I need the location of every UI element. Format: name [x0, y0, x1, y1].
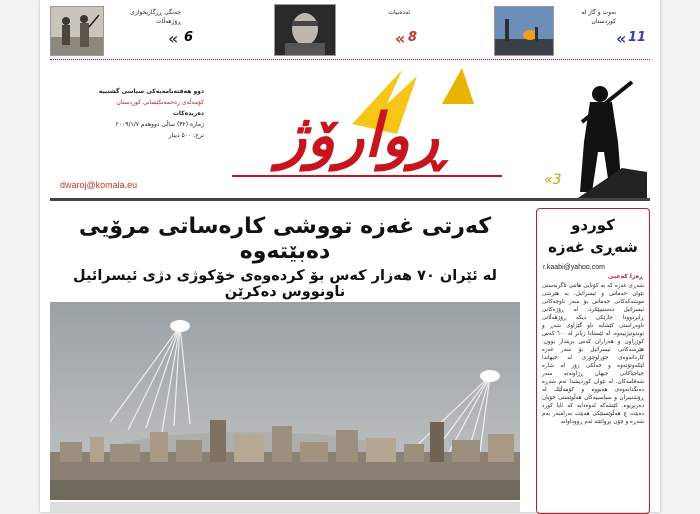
chevron-icon: « [616, 29, 627, 48]
masthead-line: نرخ: ۵۰۰ دینار [168, 132, 204, 139]
teaser-divider [50, 59, 650, 60]
column-email[interactable]: r.kaabi@yahoo.com [543, 264, 605, 271]
logo-text: ڕوارۆژ [277, 101, 447, 171]
column-title[interactable] [537, 209, 649, 258]
masthead-line: کۆمەڵەی زەحمەتکێشانی کوردستان [116, 99, 204, 106]
article-headline[interactable]: کەرتی غەزە تووشی کارەساتی مرۆیی دەبێتەوە [78, 214, 492, 264]
column-title-line: کوردو [571, 216, 615, 234]
opinion-column [536, 208, 650, 514]
teaser-6-number: 6 [184, 30, 194, 45]
masthead-line: ژمارە (۴۲) ساڵی دووهەم ۲۰۰۹/۱/۷ [115, 121, 204, 128]
masthead-email[interactable]: dwaroj@komala.eu [60, 180, 138, 190]
masthead-rule [50, 198, 650, 201]
article-subhead: لە ئێران ۷۰ هەزار کەس بۆ کردەوەی خۆکوژی دژی ئیسرائیل ناونووس دەکرێن [73, 268, 497, 300]
issue-chevron: «3 [544, 172, 562, 188]
teaser-6[interactable] [40, 0, 240, 58]
portrait-photo [274, 4, 336, 56]
teaser-8-text: ئەدەبیات [388, 9, 410, 16]
teaser-8[interactable] [240, 0, 440, 58]
teaser-6-text: جەنگی ڕزگاریخوازی ڕۆژهەڵات [130, 9, 181, 25]
chevron-icon: « [395, 29, 406, 48]
oil-refinery-photo [494, 6, 554, 56]
teaser-11[interactable] [440, 0, 660, 58]
fighters-photo [50, 6, 104, 56]
newspaper-page [40, 0, 660, 512]
masthead-info [54, 86, 204, 141]
article-photo [50, 302, 520, 500]
fighter-silhouette [552, 72, 647, 200]
column-author: ڕەزا کەعبی [608, 273, 643, 280]
photo-caption-strip [50, 502, 520, 512]
masthead-line: دوو هەفتەنامەیەکی سیاسی گشتییە [98, 88, 204, 95]
teaser-8-number: 8 [408, 30, 418, 45]
column-body: شەڕی غەزە کە بە کۆتایی هاتنی ئاگربەستی نێوان حەماس و ئیسرائیل، بە هێرشی موشەکەکانی حەماس بۆ سەر ناوچەکانی ئیسرائیل دەستیپێکرد، لە ڕۆژەکانی ڕابردوودا جارێکی دیکە ڕۆژهەڵاتی ناوەڕاستی کێشایە ناو گێژاوی شەڕ و توندوتیژییەوە. لە ئێستادا زیاتر لە ٦٠٠ کەس کوژراون و هەزاران کەس بریندار بوون. هێرشەکانی ئیسرائیل بۆ سەر غەزە کاردانەوەی جۆراوجۆری لە جیهاندا لێکەوتۆتەوە و خەڵکی زۆر لە شارە جیاجیاکانی جیهان ڕژاونەتە سەر شەقامەکان. لە نێوان کوردیشدا ئەم شەڕە دەنگدانەوەی هەبووە و کۆمەڵێک لە ڕۆشنبیران و سیاسییەکان هەڵوێستی خۆیان دەربڕیوە. کێشەکە لەوەدایە کە ئایا کورد دەبێت چ هەڵوێستێکی هەبێت بەرامبەر بەم شەڕە و چۆن بڕوانێتە ئەم ڕووداوانە. [542, 283, 644, 425]
issue-number: 3 [552, 172, 562, 188]
chevron-icon: « [168, 29, 179, 48]
teaser-11-number: 11 [628, 30, 647, 45]
newspaper-logo [212, 64, 512, 194]
column-title-line: شەڕی غەزە [548, 238, 638, 256]
teaser-11-text: نەوت و گاز لە کوردستان [581, 9, 616, 25]
masthead-line: دەریدەکات [172, 110, 204, 117]
